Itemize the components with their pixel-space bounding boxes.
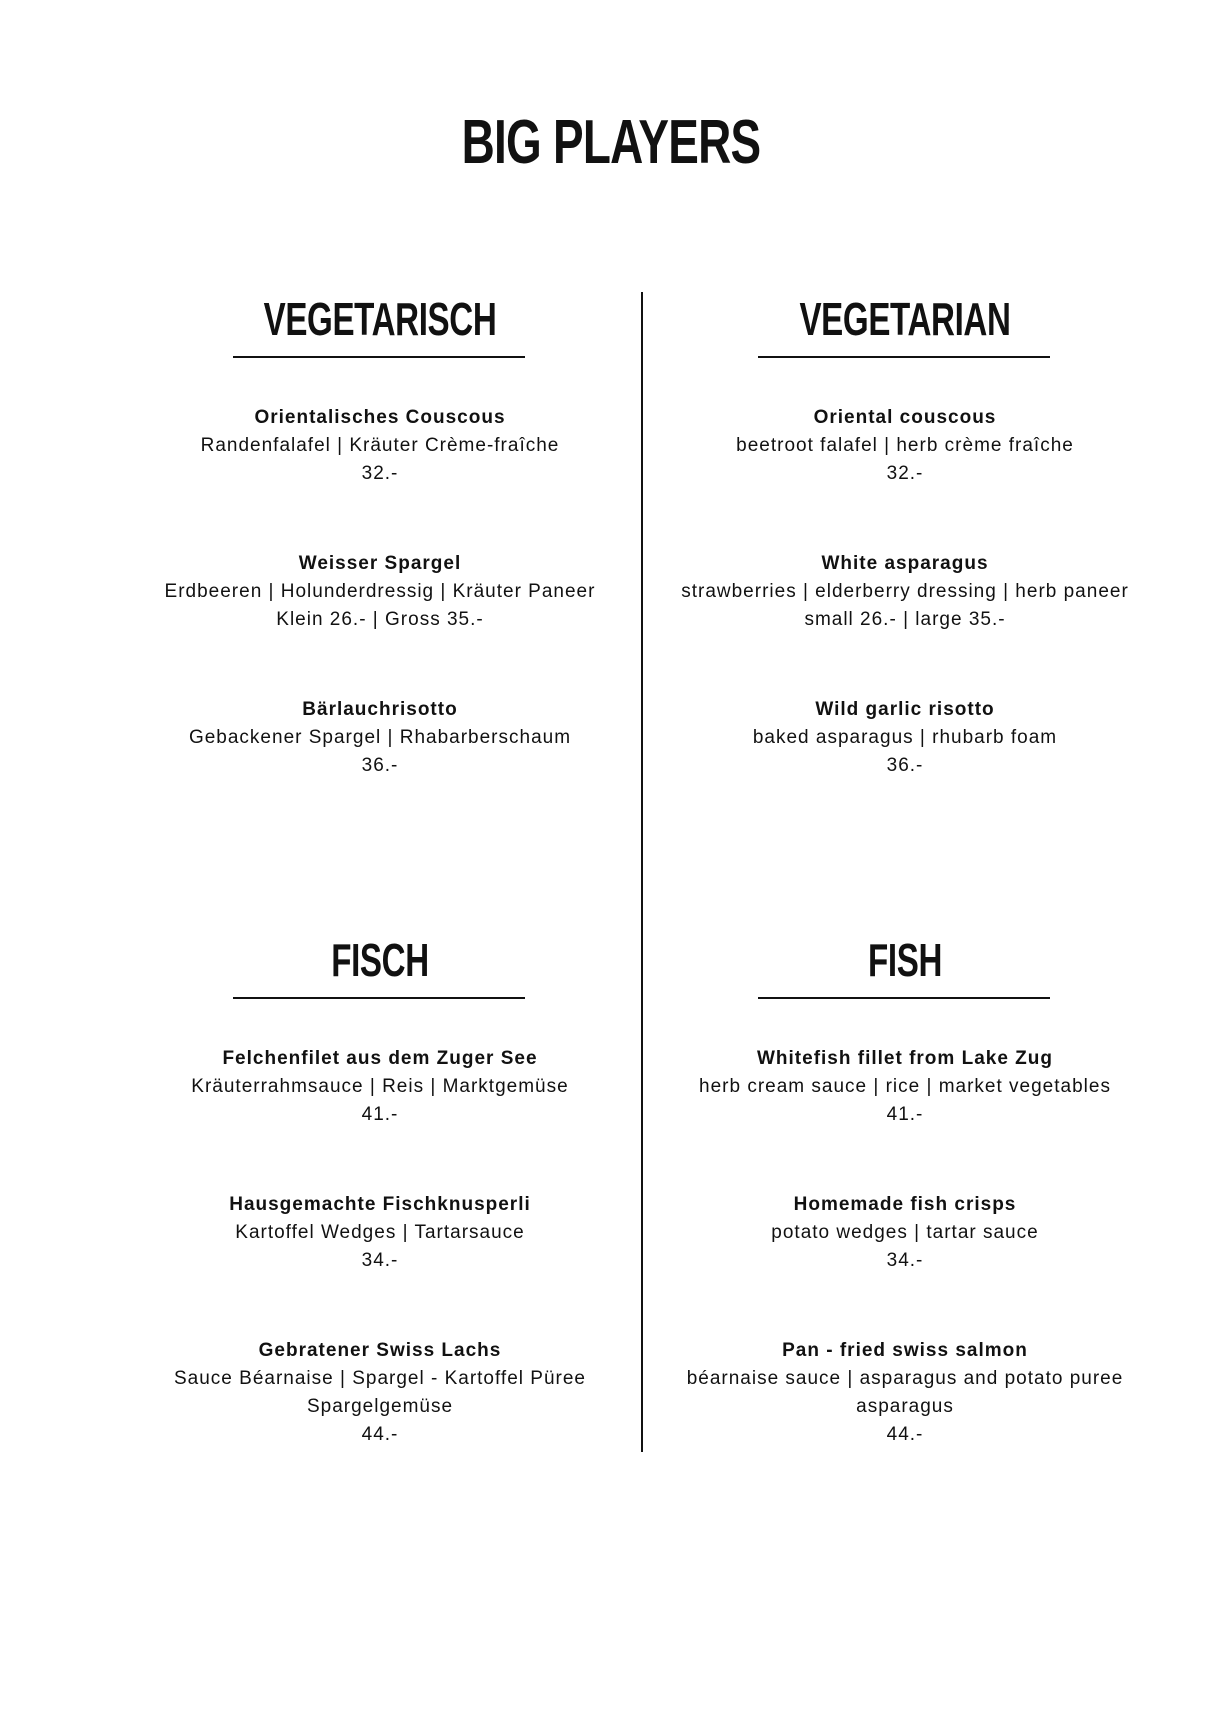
dish-name: Whitefish fillet from Lake Zug [756, 1048, 1053, 1069]
dish-description: Sauce Béarnaise | Spargel - Kartoffel Püree [174, 1368, 586, 1389]
dish-description: Kartoffel Wedges | Tartarsauce [235, 1222, 525, 1243]
menu-item [645, 1191, 1165, 1275]
menu-item [645, 696, 1165, 780]
dish-extra: Spargelgemüse [306, 1396, 454, 1417]
menu-item [120, 1045, 640, 1129]
section-heading: FISCH [331, 934, 429, 986]
dish-description: herb cream sauce | rice | market vegetables [699, 1076, 1111, 1097]
dish-description: Gebackener Spargel | Rhabarberschaum [188, 727, 572, 748]
dish-description: beetroot falafel | herb crème fraîche [736, 435, 1074, 456]
dish-price: 44.- [361, 1424, 399, 1445]
dish-price: 41.- [886, 1104, 924, 1125]
dish-description: Kräuterrahmsauce | Reis | Marktgemüse [191, 1076, 569, 1097]
heading-underline [758, 356, 1050, 358]
menu-item [645, 1045, 1165, 1129]
heading-underline [758, 997, 1050, 999]
dish-description: potato wedges | tartar sauce [771, 1222, 1039, 1243]
dish-name: Oriental couscous [813, 407, 997, 428]
section-vegetarian [645, 293, 1165, 776]
menu-item [120, 1191, 640, 1275]
dish-description: baked asparagus | rhubarb foam [752, 727, 1058, 748]
section-heading: VEGETARIAN [799, 293, 1011, 345]
dish-name: Felchenfilet aus dem Zuger See [222, 1048, 538, 1069]
dish-name: Pan - fried swiss salmon [782, 1340, 1028, 1361]
dish-price: 44.- [886, 1424, 924, 1445]
dish-name: Wild garlic risotto [815, 699, 995, 720]
heading-underline [233, 997, 525, 999]
menu-item [120, 404, 640, 488]
dish-description: béarnaise sauce | asparagus and potato puree [686, 1368, 1124, 1389]
column-divider [641, 292, 643, 1452]
dish-price: 36.- [361, 755, 399, 776]
dish-price: 34.- [361, 1250, 399, 1271]
menu-item [645, 1337, 1165, 1449]
dish-name: Orientalisches Couscous [254, 407, 506, 428]
dish-price: small 26.- | large 35.- [804, 609, 1006, 630]
section-heading: VEGETARISCH [263, 293, 497, 345]
menu-item [645, 550, 1165, 634]
dish-name: White asparagus [821, 553, 989, 574]
dish-name: Gebratener Swiss Lachs [258, 1340, 502, 1361]
heading-underline [233, 356, 525, 358]
section-fish [645, 934, 1165, 1445]
menu-item [120, 1337, 640, 1449]
menu-item [645, 404, 1165, 488]
dish-name: Homemade fish crisps [793, 1194, 1017, 1215]
dish-price: 32.- [361, 463, 399, 484]
dish-name: Bärlauchrisotto [302, 699, 458, 720]
dish-price: 36.- [886, 755, 924, 776]
dish-description: strawberries | elderberry dressing | herb paneer [681, 581, 1129, 602]
section-heading: FISH [867, 934, 943, 986]
section-fisch [120, 934, 640, 1445]
section-vegetarisch [120, 293, 640, 776]
dish-price: 34.- [886, 1250, 924, 1271]
dish-price: Klein 26.- | Gross 35.- [276, 609, 484, 630]
dish-extra: asparagus [856, 1396, 954, 1417]
dish-price: 41.- [361, 1104, 399, 1125]
menu-item [120, 550, 640, 634]
dish-price: 32.- [886, 463, 924, 484]
dish-name: Weisser Spargel [298, 553, 462, 574]
dish-name: Hausgemachte Fischknusperli [229, 1194, 531, 1215]
dish-description: Erdbeeren | Holunderdressig | Kräuter Paneer [164, 581, 596, 602]
menu-item [120, 696, 640, 780]
page-title: BIG PLAYERS [461, 108, 761, 177]
dish-description: Randenfalafel | Kräuter Crème-fraîche [200, 435, 560, 456]
